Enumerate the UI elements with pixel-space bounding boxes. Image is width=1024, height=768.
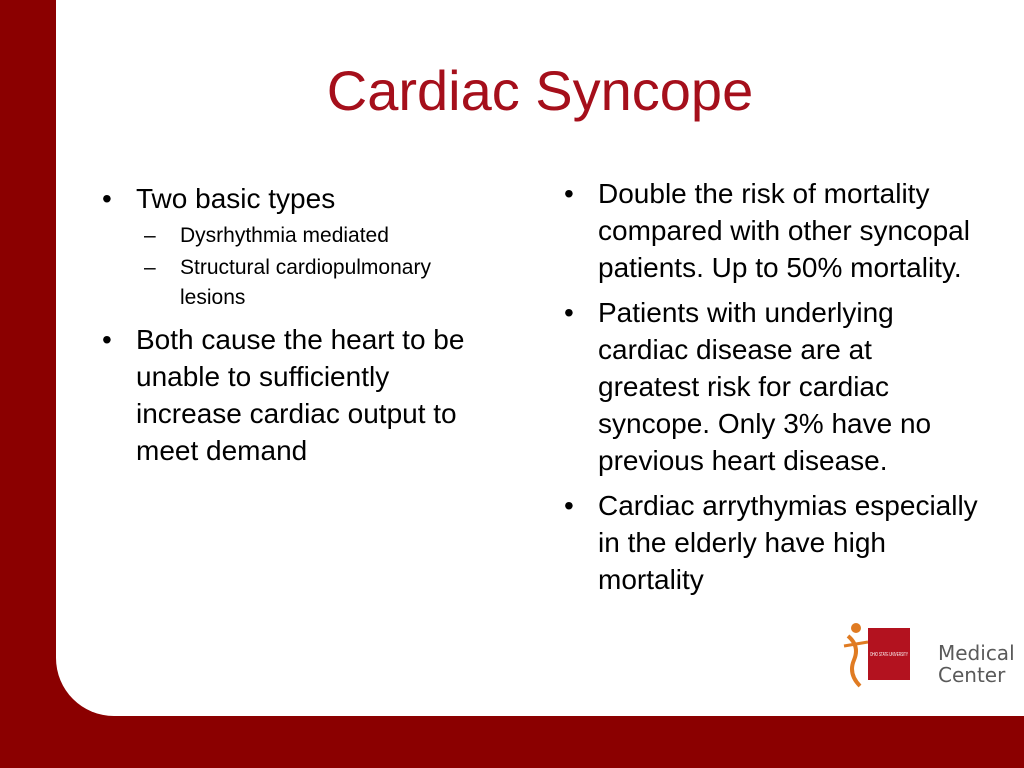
sub-bullet-item	[98, 221, 498, 251]
bullet-item	[560, 487, 980, 598]
left-column	[98, 180, 498, 477]
logo-line-1: Medical	[938, 641, 1015, 665]
logo-figure-head-icon	[851, 623, 861, 633]
sub-bullet-text: Structural cardiopulmonary lesions	[180, 256, 431, 309]
logo-line-2: Center	[938, 663, 1006, 687]
bullet-item	[560, 175, 980, 286]
right-column	[560, 175, 980, 606]
logo-wordmark	[938, 642, 1015, 686]
sub-bullet-item	[98, 253, 498, 313]
bullet-item	[98, 321, 498, 469]
bullet-item	[560, 294, 980, 479]
logo-seal-text: OHIO STATE UNIVERSITY	[870, 652, 909, 658]
bullet-text: Double the risk of mortality compared with other syncopal patients. Up to 50% mortality.	[598, 178, 970, 283]
bullet-text: Patients with underlying cardiac disease are at greatest risk for cardiac syncope. Only 3% have no previous heart disease.	[598, 297, 932, 476]
bullet-text: Two basic types	[136, 183, 336, 214]
sub-bullet-text: Dysrhythmia mediated	[180, 224, 389, 247]
logo-figure-arm-icon	[844, 642, 868, 646]
bullet-item	[98, 180, 498, 313]
slide-title: Cardiac Syncope	[326, 59, 754, 122]
bullet-text: Both cause the heart to be unable to sufficiently increase cardiac output to meet demand	[136, 324, 465, 466]
bullet-text: Cardiac arrythymias especially in the elderly have high mortality	[598, 490, 978, 595]
